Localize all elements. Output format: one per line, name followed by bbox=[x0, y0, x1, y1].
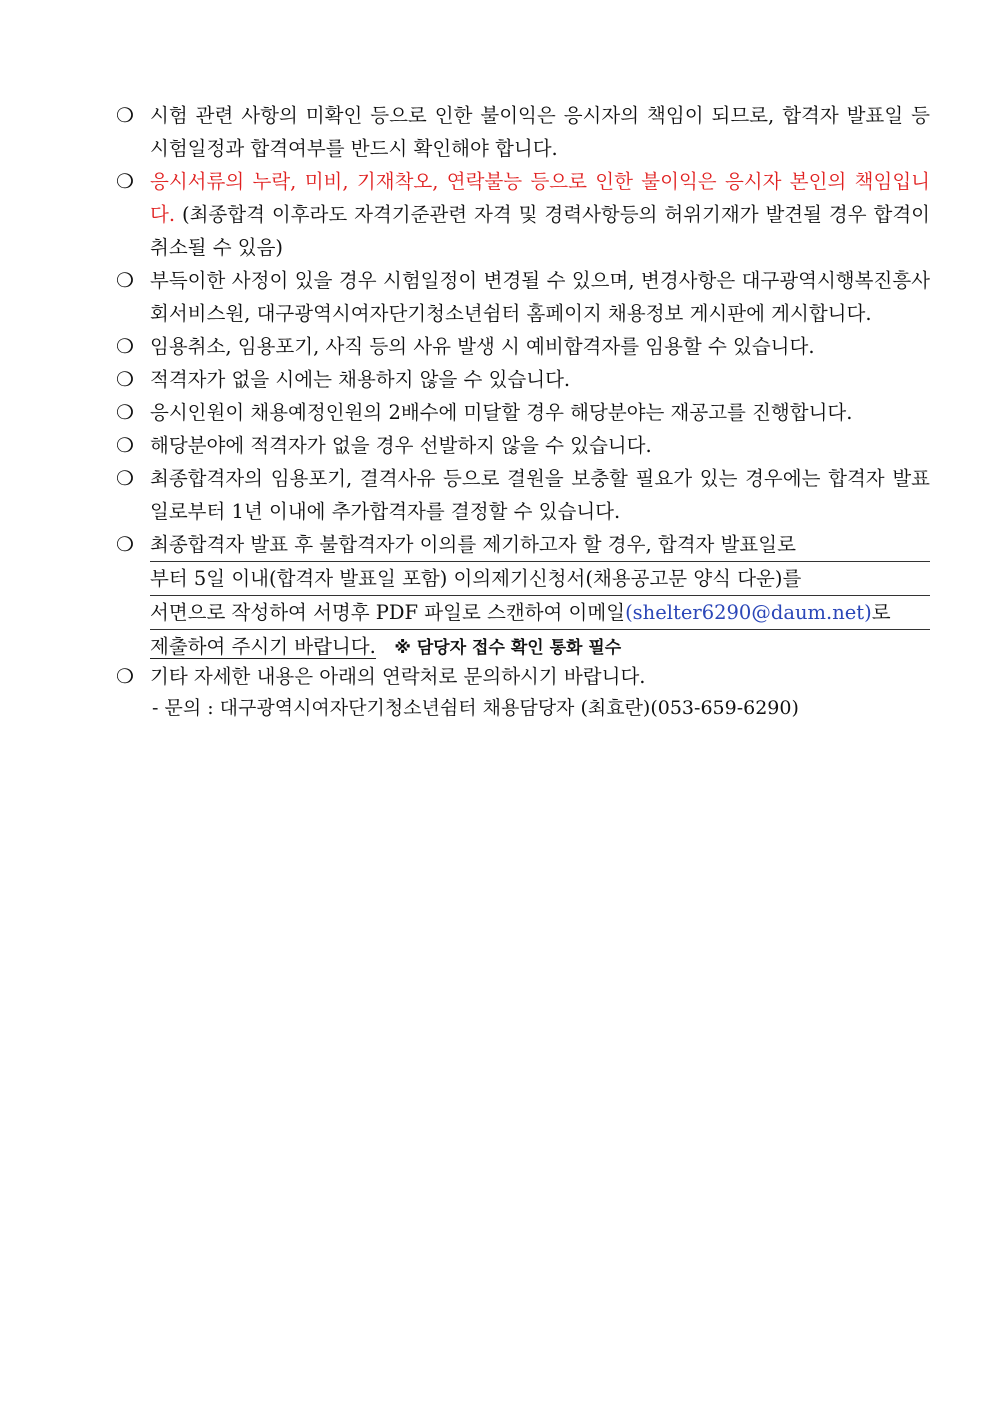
notice-item-6 bbox=[116, 396, 930, 429]
appeal-line-2: 부터 5일 이내(합격자 발표일 포함) 이의제기신청서(채용공고문 양식 다운)를 bbox=[150, 562, 930, 596]
notice-required-call: ※ 담당자 접수 확인 통화 필수 bbox=[394, 638, 622, 658]
bullet-icon: ❍ bbox=[116, 169, 134, 193]
contact-line: - 문의 : 대구광역시여자단기청소년쉼터 채용담당자 (최효란)(053-659-6290) bbox=[152, 697, 799, 719]
bullet-icon: ❍ bbox=[116, 400, 134, 424]
notice-item-8 bbox=[116, 462, 930, 528]
notice-text: 적격자가 없을 시에는 채용하지 않을 수 있습니다. bbox=[150, 368, 571, 391]
warning-text: 응시서류의 누락, 미비, 기재착오, 연락불능 등으로 인한 불이익은 응시자 본인의 책임입니다. bbox=[150, 170, 930, 226]
bullet-icon: ❍ bbox=[116, 532, 134, 556]
notice-item-10 bbox=[116, 660, 930, 693]
appeal-line-3: 서면으로 작성하여 서명후 PDF 파일로 스캔하여 이메일(shelter6290@daum.net)로 bbox=[150, 596, 930, 630]
bullet-icon: ❍ bbox=[116, 334, 134, 358]
notice-item-7 bbox=[116, 429, 930, 462]
notice-text: 시험 관련 사항의 미확인 등으로 인한 불이익은 응시자의 책임이 되므로, 합격자 발표일 등 시험일정과 합격여부를 반드시 확인해야 합니다. bbox=[150, 104, 930, 160]
notice-text: 기타 자세한 내용은 아래의 연락처로 문의하시기 바랍니다. bbox=[150, 665, 646, 688]
notice-text: 최종합격자의 임용포기, 결격사유 등으로 결원을 보충할 필요가 있는 경우에는 합격자 발표일로부터 1년 이내에 추가합격자를 결정할 수 있습니다. bbox=[150, 467, 930, 523]
notice-text: 부득이한 사정이 있을 경우 시험일정이 변경될 수 있으며, 변경사항은 대구광역시행복진흥사회서비스원, 대구광역시여자단기청소년쉼터 홈페이지 채용정보 게시판에 게시합니다. bbox=[150, 269, 930, 325]
notice-text: (최종합격 이후라도 자격기준관련 자격 및 경력사항등의 허위기재가 발견될 경우 합격이 취소될 수 있음) bbox=[150, 203, 930, 259]
email-link[interactable]: (shelter6290@daum.net) bbox=[625, 601, 872, 624]
bullet-icon: ❍ bbox=[116, 433, 134, 457]
notice-text: 임용취소, 임용포기, 사직 등의 사유 발생 시 예비합격자를 임용할 수 있습니다. bbox=[150, 335, 815, 358]
notice-item-2 bbox=[116, 165, 930, 264]
notice-item-4 bbox=[116, 330, 930, 363]
bullet-icon: ❍ bbox=[116, 367, 134, 391]
bullet-icon: ❍ bbox=[116, 268, 134, 292]
notice-item-3 bbox=[116, 264, 930, 330]
bullet-icon: ❍ bbox=[116, 103, 134, 127]
bullet-icon: ❍ bbox=[116, 664, 134, 688]
appeal-line-4: 제출하여 주시기 바랍니다. ※ 담당자 접수 확인 통화 필수 bbox=[150, 635, 622, 658]
appeal-line-1: 최종합격자 발표 후 불합격자가 이의를 제기하고자 할 경우, 합격자 발표일로 bbox=[150, 528, 930, 562]
notice-text: 해당분야에 적격자가 없을 경우 선발하지 않을 수 있습니다. bbox=[150, 434, 652, 457]
notice-item-1 bbox=[116, 99, 930, 165]
bullet-icon: ❍ bbox=[116, 466, 134, 490]
notice-item-5 bbox=[116, 363, 930, 396]
notice-item-9 bbox=[116, 528, 930, 665]
notice-text: 응시인원이 채용예정인원의 2배수에 미달할 경우 해당분야는 재공고를 진행합니다. bbox=[150, 401, 853, 424]
